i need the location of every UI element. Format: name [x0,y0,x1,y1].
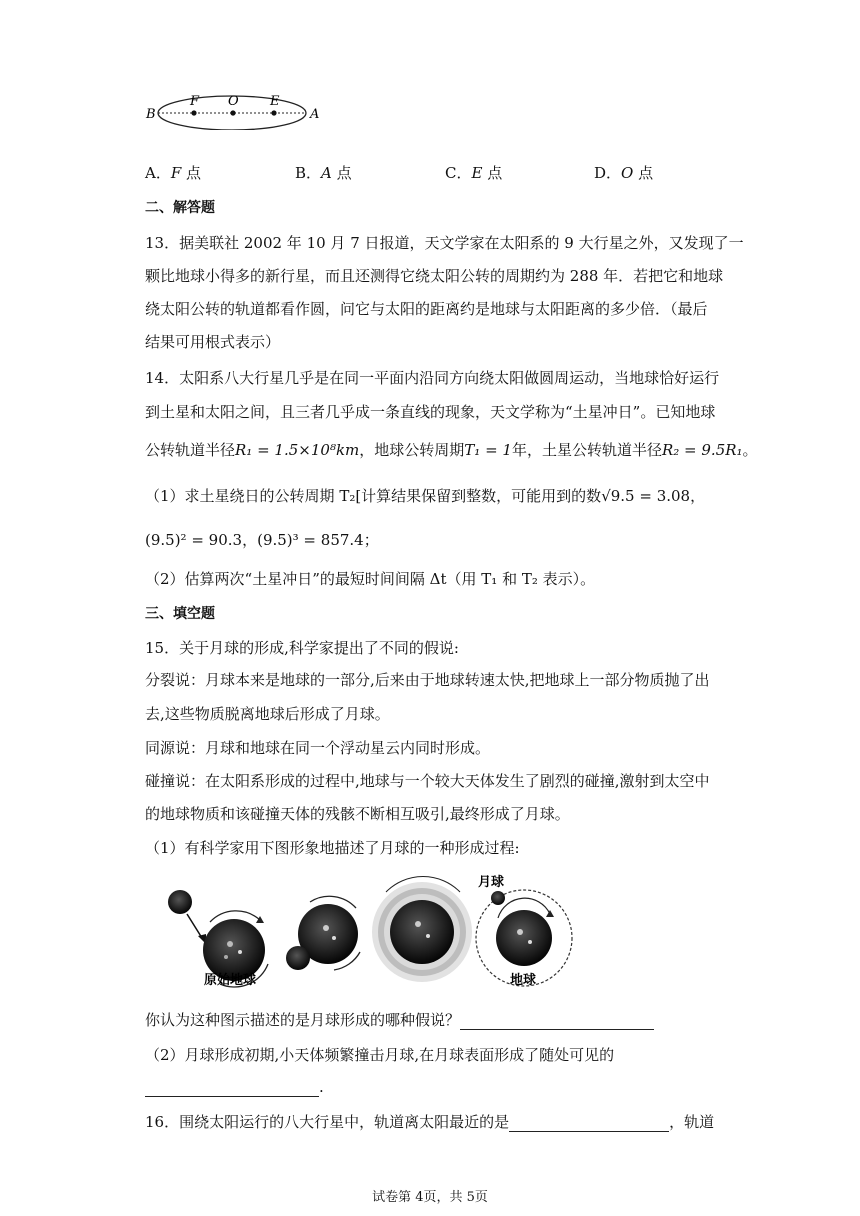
q15-sub2: （2）月球形成初期,小天体频繁撞击月球,在月球表面形成了随处可见的 [145,1046,615,1064]
point-label-a: A [310,107,320,122]
point-label-b: B [146,107,156,122]
q14-line1: 14．太阳系八大行星几乎是在同一平面内沿同方向绕太阳做圆周运动，当地球恰好运行 [145,369,720,387]
q15-sub1: （1）有科学家用下图形象地描述了月球的一种形成过程: [145,839,520,857]
label-original-earth: 原始地球 [204,973,257,988]
option-b: B．A 点 [295,164,352,182]
moon-formation-figure [160,872,580,992]
section-title-fill: 三、填空题 [145,606,215,622]
answer-blank-3[interactable] [509,1115,669,1132]
q15-impact-2: 的地球物质和该碰撞天体的残骸不断相互吸引,最终形成了月球。 [145,805,570,823]
label-moon: 月球 [478,875,505,890]
option-d: D．O 点 [594,164,654,182]
point-label-f: F [190,94,200,109]
option-a: A．F 点 [145,164,202,182]
q14-line2: 到土星和太阳之间，且三者几乎成一条直线的现象，天文学称为“土星冲日”。已知地球 [145,403,716,421]
page-footer: 试卷第 4页，共 5页 [372,1190,488,1205]
q13-line3: 绕太阳公转的轨道都看作圆，问它与太阳的距离约是地球与太阳距离的多少倍．（最后 [145,300,708,318]
ellipse-orbit-figure [140,80,330,130]
q15-question1: 你认为这种图示描述的是月球形成的哪种假说？ [145,1010,654,1030]
q15-coformation: 同源说：月球和地球在同一个浮动星云内同时形成。 [145,739,491,757]
q13-line2: 颗比地球小得多的新行星，而且还测得它绕太阳公转的周期约为 288 年．若把它和地球 [145,267,724,285]
point-label-e: E [270,94,280,109]
q15-impact-1: 碰撞说：在太阳系形成的过程中,地球与一个较大天体发生了剧烈的碰撞,激射到太空中 [145,772,710,790]
equation-r1: R₁ = 1.5×10⁸km [235,441,360,459]
q13-line1: 13．据美联社 2002 年 10 月 7 日报道，天文学家在太阳系的 9 大行星之外，又发现了一 [145,234,744,252]
q15-fission-2: 去,这些物质脱离地球后形成了月球。 [145,705,390,723]
q14-sub1-line2: (9.5)² = 90.3，(9.5)³ = 857.4； [145,531,379,549]
stage-debris-disk [372,877,472,982]
answer-blank-2[interactable] [145,1080,319,1097]
stage-moon-orbit [476,890,572,986]
q13-line4: 结果可用根式表示） [145,333,281,351]
stage-collision [286,896,360,970]
label-earth: 地球 [510,973,537,988]
q14-line3: 公转轨道半径R₁ = 1.5×10⁸km，地球公转周期T₁ = 1年，土星公转轨道半径R₂ = 9.5R₁。 [145,441,758,459]
q16-line: 16．围绕太阳运行的八大行星中，轨道离太阳最近的是 ，轨道 [145,1113,715,1131]
equation-sqrt: √9.5 = 3.08 [601,487,691,505]
point-label-o: O [228,94,239,109]
answer-blank-1[interactable] [460,1013,654,1030]
equation-t1: T₁ = 1 [464,441,512,459]
equation-r2: R₂ = 9.5R₁ [661,441,743,459]
section-title-answer: 二、解答题 [145,200,215,216]
q14-sub1: （1）求土星绕日的公转周期 T₂[计算结果保留到整数，可能用到的数√9.5 = 3.08， [145,487,706,505]
option-c: C．E 点 [445,164,503,182]
q14-sub2: （2）估算两次“土星冲日”的最短时间间隔 Δt（用 T₁ 和 T₂ 表示）。 [145,570,596,588]
q15-intro: 15．关于月球的形成,科学家提出了不同的假说: [145,639,459,657]
q15-sub2-answer: . [145,1077,324,1097]
q15-fission-1: 分裂说：月球本来是地球的一部分,后来由于地球转速太快,把地球上一部分物质抛了出 [145,671,710,689]
